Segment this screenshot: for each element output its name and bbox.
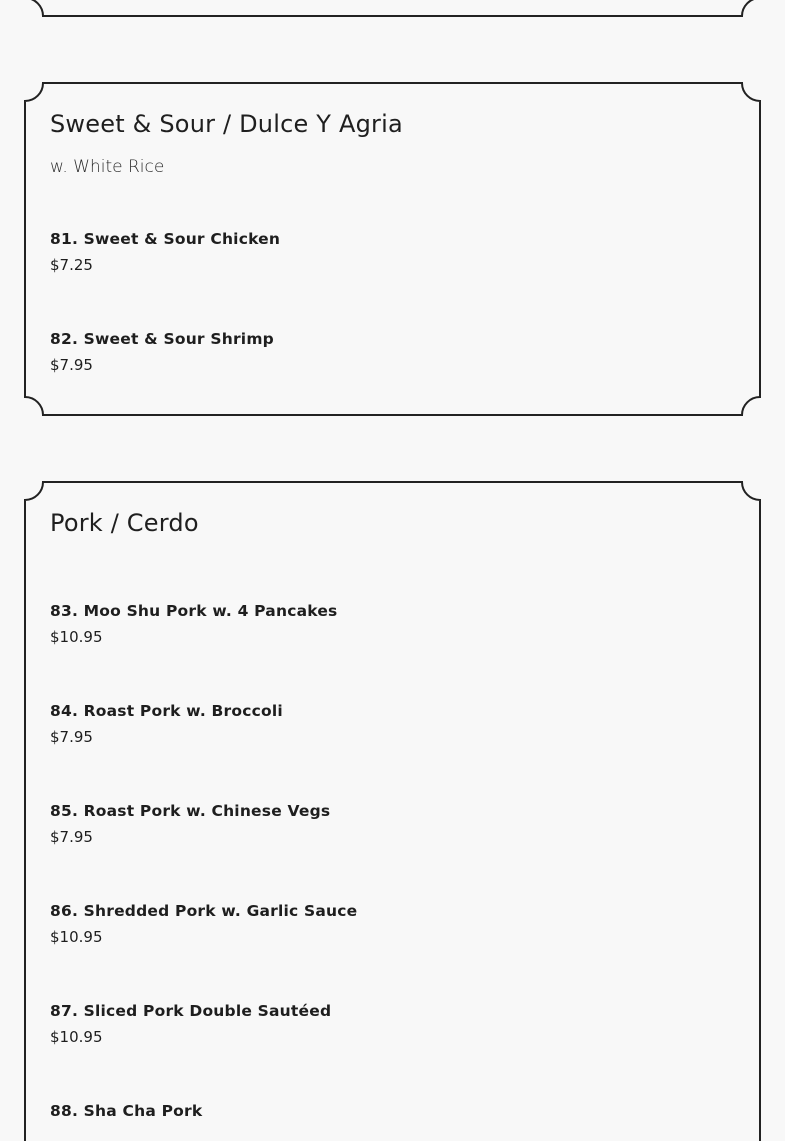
- item-price: $10.95: [50, 1028, 103, 1046]
- item-price: $7.25: [50, 256, 93, 274]
- section-subtitle: w. White Rice: [50, 157, 165, 177]
- item-name: 84. Roast Pork w. Broccoli: [50, 702, 283, 720]
- previous-section-frame: [24, 0, 761, 16]
- menu-item: [50, 329, 274, 375]
- frame-border: [24, 0, 761, 16]
- item-name: 82. Sweet & Sour Shrimp: [50, 330, 274, 348]
- section-title: Sweet & Sour / Dulce Y Agria: [50, 110, 403, 138]
- item-name: 86. Shredded Pork w. Garlic Sauce: [50, 902, 358, 920]
- item-price: $7.95: [50, 828, 93, 846]
- menu-item: [50, 1001, 331, 1047]
- menu-item: [50, 1101, 202, 1127]
- menu-item: [50, 229, 280, 275]
- item-price: $7.95: [50, 356, 93, 374]
- item-name: 88. Sha Cha Pork: [50, 1102, 203, 1120]
- section-title: Pork / Cerdo: [50, 509, 199, 537]
- section-content: [50, 82, 735, 416]
- item-price: $10.95: [50, 928, 103, 946]
- menu-item: [50, 901, 357, 947]
- menu-item: [50, 601, 337, 647]
- item-name: 81. Sweet & Sour Chicken: [50, 230, 281, 248]
- item-name: 87. Sliced Pork Double Sautéed: [50, 1002, 332, 1020]
- section-sweet-sour: [24, 82, 761, 416]
- item-price: $7.95: [50, 728, 93, 746]
- item-name: 83. Moo Shu Pork w. 4 Pancakes: [50, 602, 338, 620]
- item-name: 85. Roast Pork w. Chinese Vegs: [50, 802, 331, 820]
- menu-item: [50, 701, 283, 747]
- menu-item: [50, 801, 330, 847]
- section-pork: [24, 481, 761, 1141]
- item-price: $10.95: [50, 628, 103, 646]
- section-content: [50, 481, 735, 1141]
